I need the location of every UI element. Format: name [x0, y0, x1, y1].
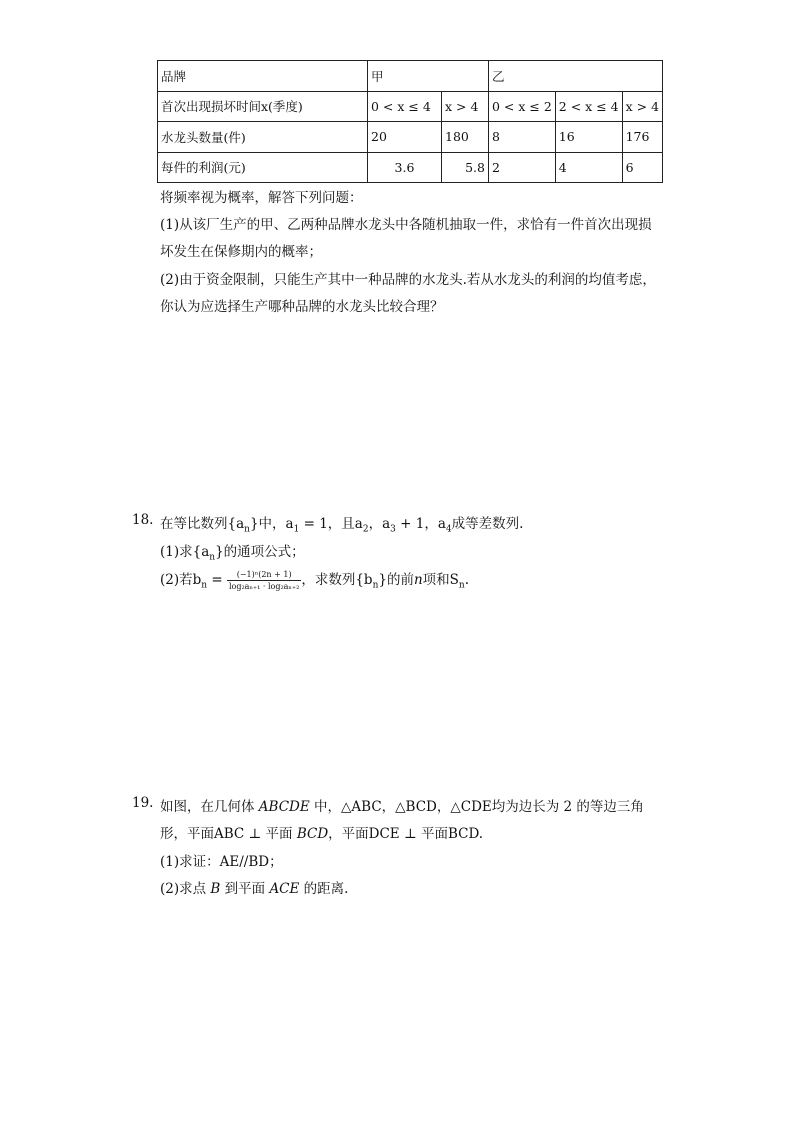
- text-span: 如图，在几何体: [160, 799, 255, 815]
- table-cell: 180: [442, 122, 489, 153]
- text-span: =: [207, 572, 227, 588]
- q19-part2: [160, 877, 348, 897]
- q17-part1-line1: (1)从该厂生产的甲、乙两种品牌水龙头中各随机抽取一件，求恰有一件首次出现损: [160, 217, 652, 233]
- text-span: }中，a: [249, 516, 294, 532]
- italic-n: n: [413, 572, 423, 588]
- table-cell: 首次出现损坏时间x(季度): [158, 91, 368, 122]
- text-span: (1)求{a: [160, 544, 210, 560]
- text-span: ，平面DCE ⊥ 平面BCD.: [328, 826, 484, 842]
- table-cell: 0 < x ≤ 4: [368, 91, 442, 122]
- table-cell: 16: [555, 122, 622, 153]
- q18-stem: [160, 512, 523, 535]
- fraction: [227, 569, 301, 592]
- q19-stem-line1: [160, 795, 644, 815]
- q17-part2-line1: (2)由于资金限制，只能生产其中一种品牌的水龙头.若从水龙头的利润的均值考虑，: [160, 272, 656, 288]
- table-row: [158, 61, 663, 92]
- table-cell: 乙: [489, 61, 663, 92]
- brand-table: [157, 60, 663, 183]
- text-span: ，求数列{b: [301, 572, 373, 588]
- table-cell: 每件的利润(元): [158, 152, 368, 183]
- table-row: [158, 122, 663, 153]
- q18-number: 18.: [132, 512, 154, 528]
- q19-part1: (1)求证：AE//BD；: [160, 854, 283, 870]
- subscript: n: [244, 524, 250, 535]
- text-span: 中，△ABC，△BCD，△CDE均为边长为 2 的等边三角: [314, 799, 644, 815]
- q18-part1: [160, 540, 305, 563]
- table-cell: 176: [622, 122, 662, 153]
- text-span: }的通项公式；: [215, 544, 305, 560]
- table-cell: 0 < x ≤ 2: [489, 91, 556, 122]
- subscript: n: [209, 552, 216, 563]
- text-span: 的距离.: [303, 881, 349, 897]
- text-span: .: [464, 572, 469, 588]
- q17-part2-line2: 你认为应选择生产哪种品牌的水龙头比较合理？: [160, 299, 444, 315]
- q17-part1-line2: 坏发生在保修期内的概率；: [160, 244, 322, 260]
- text-span: + 1，a: [395, 516, 446, 532]
- subscript: 1: [293, 524, 300, 535]
- text-span: (2)若b: [160, 572, 202, 588]
- table-cell: x > 4: [442, 91, 489, 122]
- fraction-denominator: log₂aₙ₊₁ · log₂aₙ₊₂: [228, 582, 300, 591]
- subscript: 2: [362, 524, 369, 535]
- italic-name: ACE: [269, 881, 300, 897]
- table-cell: 4: [555, 152, 622, 183]
- text-span: 成等差数列.: [451, 516, 524, 532]
- q19-number: 19.: [132, 795, 154, 811]
- text-span: 项和S: [422, 572, 459, 588]
- table-cell: 2: [489, 152, 556, 183]
- table-row: [158, 152, 663, 183]
- table-cell: 3.6: [368, 152, 442, 183]
- subscript: 3: [390, 524, 396, 535]
- q17-intro: 将频率视为概率，解答下列问题：: [160, 190, 363, 206]
- subscript: n: [458, 580, 465, 591]
- q19-stem-line2: [160, 822, 483, 842]
- text-span: 到平面: [224, 881, 266, 897]
- table-cell: x > 4: [622, 91, 662, 122]
- table-cell: 甲: [368, 61, 489, 92]
- fraction-numerator: (−1)ⁿ(2n + 1): [227, 569, 301, 581]
- table-cell: 5.8: [442, 152, 489, 183]
- text-span: 在等比数列{a: [160, 516, 245, 532]
- subscript: n: [201, 580, 208, 591]
- table-cell: 水龙头数量(件): [158, 122, 368, 153]
- italic-name: ABCDE: [258, 799, 310, 815]
- table-row: [158, 91, 663, 122]
- q18-part2: [160, 568, 469, 592]
- table-cell: 8: [489, 122, 556, 153]
- table-cell: 6: [622, 152, 662, 183]
- subscript: 4: [445, 524, 452, 535]
- italic-name: B: [210, 881, 221, 897]
- table-cell: 2 < x ≤ 4: [555, 91, 622, 122]
- text-span: (2)求点: [160, 881, 207, 897]
- text-span: 形，平面ABC ⊥ 平面: [160, 826, 293, 842]
- text-span: ，a: [368, 516, 391, 532]
- text-span: = 1，且a: [299, 516, 363, 532]
- table-cell: 20: [368, 122, 442, 153]
- italic-name: BCD: [296, 826, 329, 842]
- subscript: n: [372, 580, 379, 591]
- text-span: }的前: [378, 572, 414, 588]
- table-cell: 品牌: [158, 61, 368, 92]
